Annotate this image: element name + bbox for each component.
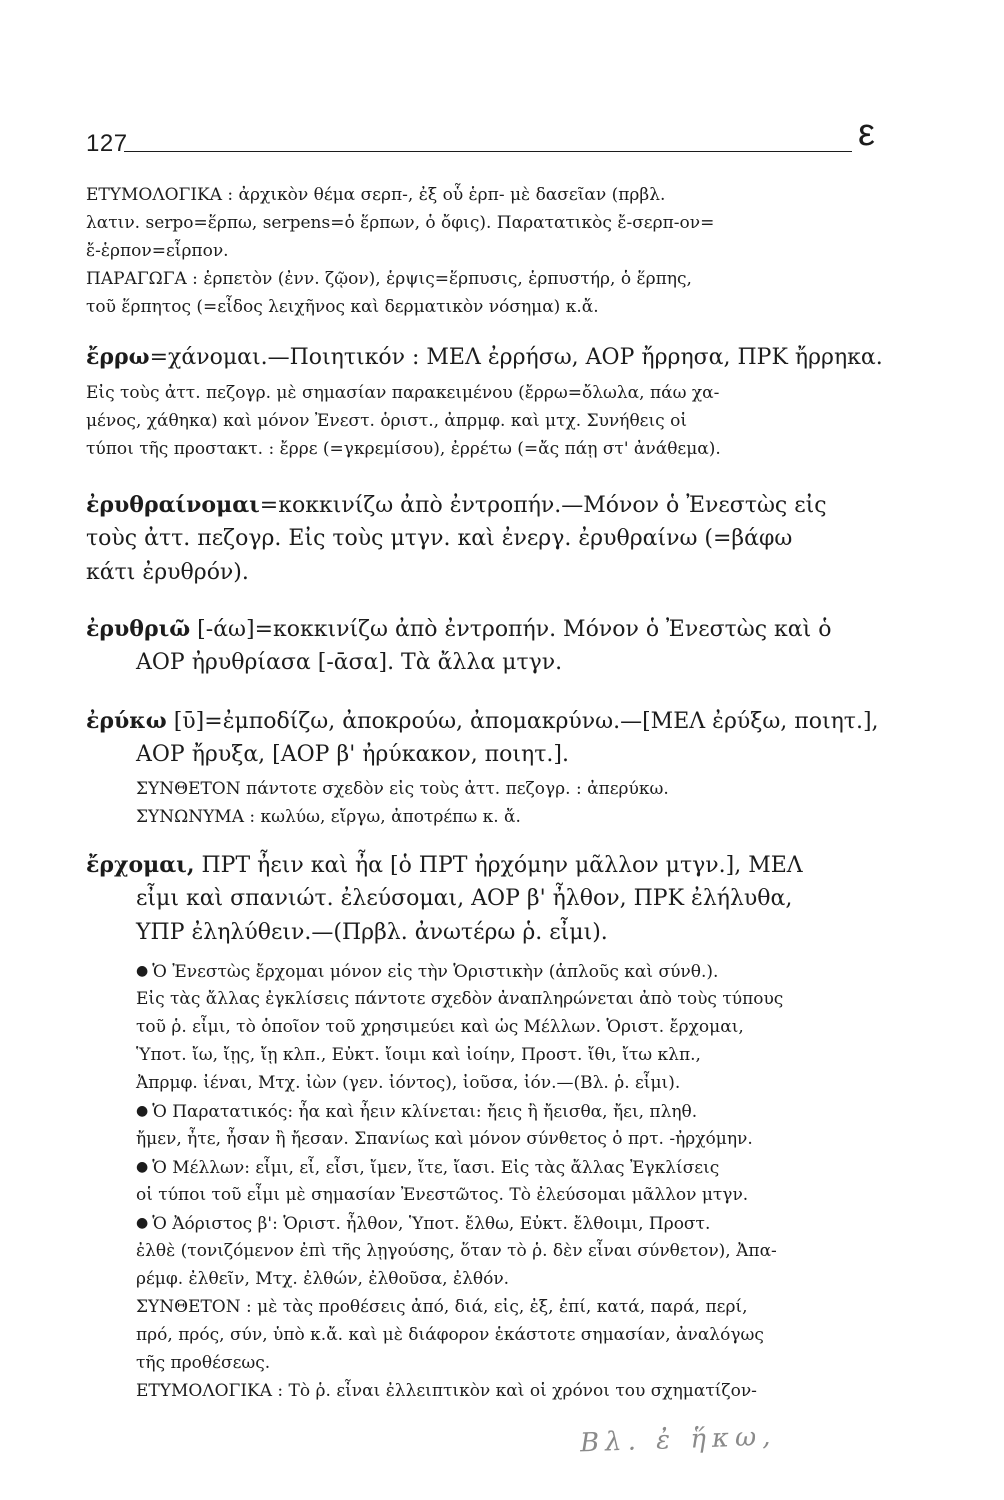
entry-head-line bbox=[86, 340, 883, 375]
text-line: Εἰς τὰς ἄλλας ἐγκλίσεις πάντοτε σχεδὸν ἀναπληρώνεται ἀπὸ τοὺς τύπους bbox=[136, 989, 784, 1009]
bullet-text: Ὁ Μέλλων: εἶμι, εἶ, εἶσι, ἴμεν, ἴτε, ἴασι. Εἰς τὰς ἄλλας Ἐγκλίσεις bbox=[152, 1158, 720, 1178]
text-line: τοὺς ἀττ. πεζογρ. Εἰς τοὺς μτγν. καὶ ἐνεργ. ἐρυθραίνω (=βάφω bbox=[86, 526, 793, 551]
text-line: μένος, χάθηκα) καὶ μόνον Ἐνεστ. ὁριστ., ἀπρμφ. καὶ μτχ. Συνήθεις οἱ bbox=[86, 411, 687, 431]
text-line: οἱ τύποι τοῦ εἶμι μὲ σημασίαν Ἐνεστῶτος. Τὸ ἐλεύσομαι μᾶλλον μτγν. bbox=[136, 1185, 749, 1205]
text-line: Ἀπρμφ. ἰέναι, Μτχ. ἰὼν (γεν. ἰόντος), ἰοῦσα, ἰόν.—(Βλ. ῥ. εἶμι). bbox=[136, 1073, 681, 1093]
text-line: ρέμφ. ἐλθεῖν, Μτχ. ἐλθών, ἐλθοῦσα, ἐλθόν. bbox=[136, 1269, 510, 1289]
bullet-text: Ὁ Παρατατικός: ἦα καὶ ἦειν κλίνεται: ἤεις ἢ ἤεισθα, ἤει, πληθ. bbox=[152, 1102, 698, 1122]
entry-head-line bbox=[86, 848, 803, 883]
text-line: ΠΑΡΑΓΩΓΑ : ἑρπετὸν (ἐνν. ζῷον), ἑρψις=ἕρπυσις, ἑρπυστήρ, ὁ ἕρπης, bbox=[86, 269, 692, 289]
handwritten-note: Βλ. ἐ ἥκω, bbox=[579, 1421, 777, 1459]
bullet-line bbox=[136, 1098, 697, 1125]
entry-text: ΠΡΤ ἦειν καὶ ἦα [ὁ ΠΡΤ ἠρχόμην μᾶλλον μτγν.], ΜΕΛ bbox=[201, 853, 803, 878]
bullet-icon: ● bbox=[136, 1103, 149, 1119]
bullet-line bbox=[136, 958, 718, 985]
bullet-icon: ● bbox=[136, 1215, 149, 1231]
text-line: τύποι τῆς προστακτ. : ἔρρε (=γκρεμίσου), ἐρρέτω (=ἄς πάῃ στ' ἀνάθεμα). bbox=[86, 439, 721, 459]
entry-text: [ῡ]=ἐμποδίζω, ἀποκρούω, ἀπομακρύνω.—[ΜΕΛ ἐρύξω, ποιητ.], bbox=[173, 709, 879, 734]
text-line: τοῦ ῥ. εἶμι, τὸ ὁποῖον τοῦ χρησιμεύει καὶ ὡς Μέλλων. Ὁριστ. ἔρχομαι, bbox=[136, 1017, 744, 1037]
bullet-icon: ● bbox=[136, 963, 149, 979]
page-number: 127 bbox=[86, 130, 128, 157]
headword: ἔρχομαι, bbox=[86, 852, 195, 878]
text-line: ΣΥΝΩΝΥΜΑ : κωλύω, εἴργω, ἀποτρέπω κ. ἄ. bbox=[136, 807, 521, 827]
text-line: ΣΥΝΘΕΤΟΝ πάντοτε σχεδὸν εἰς τοὺς ἀττ. πεζογρ. : ἀπερύκω. bbox=[136, 779, 669, 799]
entry-text: [-άω]=κοκκινίζω ἀπὸ ἐντροπήν. Μόνον ὁ Ἐνεστὼς καὶ ὁ bbox=[197, 617, 832, 642]
text-line: λατιν. serpo=ἕρπω, serpens=ὁ ἕρπων, ὁ ὄφις). Παρατατικὸς ἔ-σερπ-ον= bbox=[86, 213, 715, 233]
text-line: Ὑποτ. ἴω, ἴῃς, ἴῃ κλπ., Εὐκτ. ἴοιμι καὶ ἰοίην, Προστ. ἴθι, ἴτω κλπ., bbox=[136, 1045, 701, 1065]
headword: ἐρυθριῶ bbox=[86, 616, 191, 642]
text-line: τῆς προθέσεως. bbox=[136, 1353, 271, 1373]
headword: ἔρρω bbox=[86, 344, 150, 370]
entry-text: =κοκκινίζω ἀπὸ ἐντροπήν.—Μόνον ὁ Ἐνεστὼς εἰς bbox=[259, 493, 827, 518]
text-line: ἐλθὲ (τονιζόμενον ἐπὶ τῆς λῃγούσης, ὅταν τὸ ῥ. δὲν εἶναι σύνθετον), Ἀπα- bbox=[136, 1241, 777, 1261]
bullet-line bbox=[136, 1154, 719, 1181]
text-line: πρό, πρός, σύν, ὑπὸ κ.ἄ. καὶ μὲ διάφορον ἑκάστοτε σημασίαν, ἀναλόγως bbox=[136, 1325, 764, 1345]
text-line: ΑΟΡ ἠρυθρίασα [-ᾱσα]. Τὰ ἄλλα μτγν. bbox=[136, 650, 563, 675]
section-letter: ε bbox=[858, 112, 875, 154]
text-line: εἶμι καὶ σπανιώτ. ἐλεύσομαι, ΑΟΡ β' ἦλθον, ΠΡΚ ἐλήλυθα, bbox=[136, 886, 793, 911]
entry-head-line bbox=[86, 612, 832, 647]
text-line: ἔ-ἑρπον=εἷρπον. bbox=[86, 241, 229, 261]
bullet-icon: ● bbox=[136, 1159, 149, 1175]
bullet-text: Ὁ Ἀόριστος β': Ὁριστ. ἦλθον, Ὑποτ. ἔλθω, Εὐκτ. ἔλθοιμι, Προστ. bbox=[152, 1214, 711, 1234]
bullet-text: Ὁ Ἐνεστὼς ἔρχομαι μόνον εἰς τὴν Ὁριστικὴν (ἁπλοῦς καὶ σύνθ.). bbox=[152, 962, 719, 982]
text-line: ΕΤΥΜΟΛΟΓΙΚΑ : Τὸ ῥ. εἶναι ἐλλειπτικὸν καὶ οἱ χρόνοι του σχηματίζον- bbox=[136, 1381, 757, 1401]
text-line: ΥΠΡ ἐληλύθειν.—(Πρβλ. ἀνωτέρω ῥ. εἶμι). bbox=[136, 920, 608, 945]
text-line: τοῦ ἕρπητος (=εἶδος λειχῆνος καὶ δερματικὸν νόσημα) κ.ἄ. bbox=[86, 297, 599, 317]
header-rule bbox=[124, 151, 852, 152]
entry-head-line bbox=[86, 488, 827, 523]
entry-text: =χάνομαι.—Ποιητικόν : ΜΕΛ ἐρρήσω, ΑΟΡ ἤρρησα, ΠΡΚ ἤρρηκα. bbox=[149, 345, 883, 370]
bullet-line bbox=[136, 1210, 710, 1237]
text-line: ΣΥΝΘΕΤΟΝ : μὲ τὰς προθέσεις ἀπό, διά, εἰς, ἐξ, ἐπί, κατά, παρά, περί, bbox=[136, 1297, 748, 1317]
text-line: ΕΤΥΜΟΛΟΓΙΚΑ : ἀρχικὸν θέμα σερπ-, ἐξ οὗ ἑρπ- μὲ δασεῖαν (πρβλ. bbox=[86, 185, 666, 205]
text-line: ΑΟΡ ἤρυξα, [ΑΟΡ β' ἠρύκακον, ποιητ.]. bbox=[136, 742, 569, 767]
entry-head-line bbox=[86, 704, 879, 739]
headword: ἐρυθραίνομαι bbox=[86, 492, 260, 518]
text-line: ἤμεν, ἦτε, ἦσαν ἢ ἤεσαν. Σπανίως καὶ μόνον σύνθετος ὁ πρτ. -ἠρχόμην. bbox=[136, 1129, 753, 1149]
headword: ἐρύκω bbox=[86, 708, 167, 734]
text-line: κάτι ἐρυθρόν). bbox=[86, 560, 249, 585]
text-line: Εἰς τοὺς ἀττ. πεζογρ. μὲ σημασίαν παρακειμένου (ἔρρω=ὄλωλα, πάω χα- bbox=[86, 383, 720, 403]
